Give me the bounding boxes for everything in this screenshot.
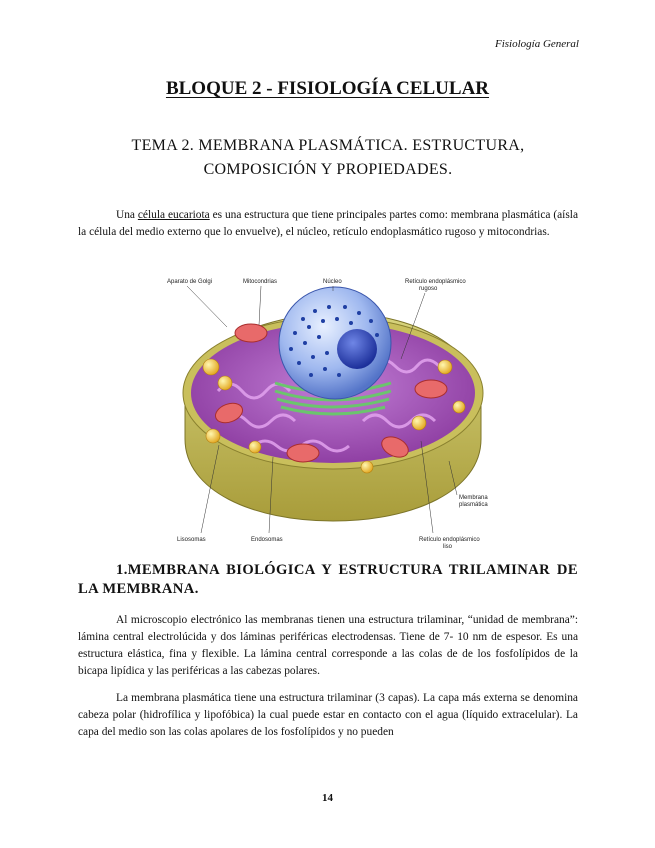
section-1-title-text: 1.MEMBRANA BIOLÓGICA Y ESTRUCTURA TRILAMINAR DE LA MEMBRANA. (78, 562, 578, 597)
label-smooth-er-line1: Retículo endoplásmico (419, 537, 480, 543)
page-number: 14 (322, 792, 333, 804)
label-rough-er-line1: Retículo endoplásmico (405, 279, 466, 285)
nucleolus (337, 329, 377, 369)
label-golgi: Aparato de Golgi (167, 279, 213, 285)
intro-text-start: Una (116, 209, 138, 221)
section-1-paragraph-1 (78, 612, 578, 680)
block-title (0, 78, 655, 100)
section-1-title (78, 561, 578, 599)
label-lysosomes: Lisosomas (177, 537, 206, 543)
label-membrane-line2: plasmática (459, 502, 488, 508)
intro-text-rest: es una estructura que tiene principales partes como: membrana plasmática (aísla la célula del medio externo que lo envuelve), el núcleo, retículo endoplasmático rugoso y mitocondrias. (78, 209, 578, 238)
topic-title-line1: TEMA 2. MEMBRANA PLASMÁTICA. ESTRUCTURA, (131, 137, 525, 154)
label-smooth-er-line2: liso (443, 544, 453, 550)
topic-title-line2: COMPOSICIÓN Y PROPIEDADES. (203, 161, 453, 178)
label-nucleus: Núcleo (323, 279, 342, 285)
label-mitochondria: Mitocondrias (243, 279, 278, 285)
section-1-paragraph-2 (78, 690, 578, 741)
section-1-paragraph-1-text: Al microscopio electrónico las membranas tienen una estructura trilaminar, “unidad de membrana”: lámina central electrolúcida y dos láminas periféricas electrodensas. Tiene de 7- 10 nm de espesor. Es una estructura elástica, fina y flexible. La lámina central corresponde a las colas de de los fosfolípidos de la bicapa lipídica y las periféricas a las cabezas polares. (78, 614, 578, 677)
running-head: Fisiología General (494, 38, 579, 50)
label-rough-er-line2: rugoso (419, 286, 438, 292)
label-membrane-line1: Membrana (459, 495, 488, 501)
eukaryotic-cell-link[interactable]: célula eucariota (137, 209, 210, 221)
topic-title (80, 134, 576, 182)
section-1-paragraph-2-text: La membrana plasmática tiene una estructura trilaminar (3 capas). La capa más externa se denomina cabeza polar (hidrofílica y lipofóbica) la cual puede estar en contacto con el agua (líquido extracelular). La capa del medio son las colas apolares de los fosfolípidos y no pueden (78, 692, 578, 738)
eukaryotic-cell-illustration (163, 271, 503, 555)
label-endosomes: Endosomas (251, 537, 283, 543)
block-title-text: BLOQUE 2 - FISIOLOGÍA CELULAR (165, 78, 490, 99)
intro-paragraph (78, 207, 578, 241)
